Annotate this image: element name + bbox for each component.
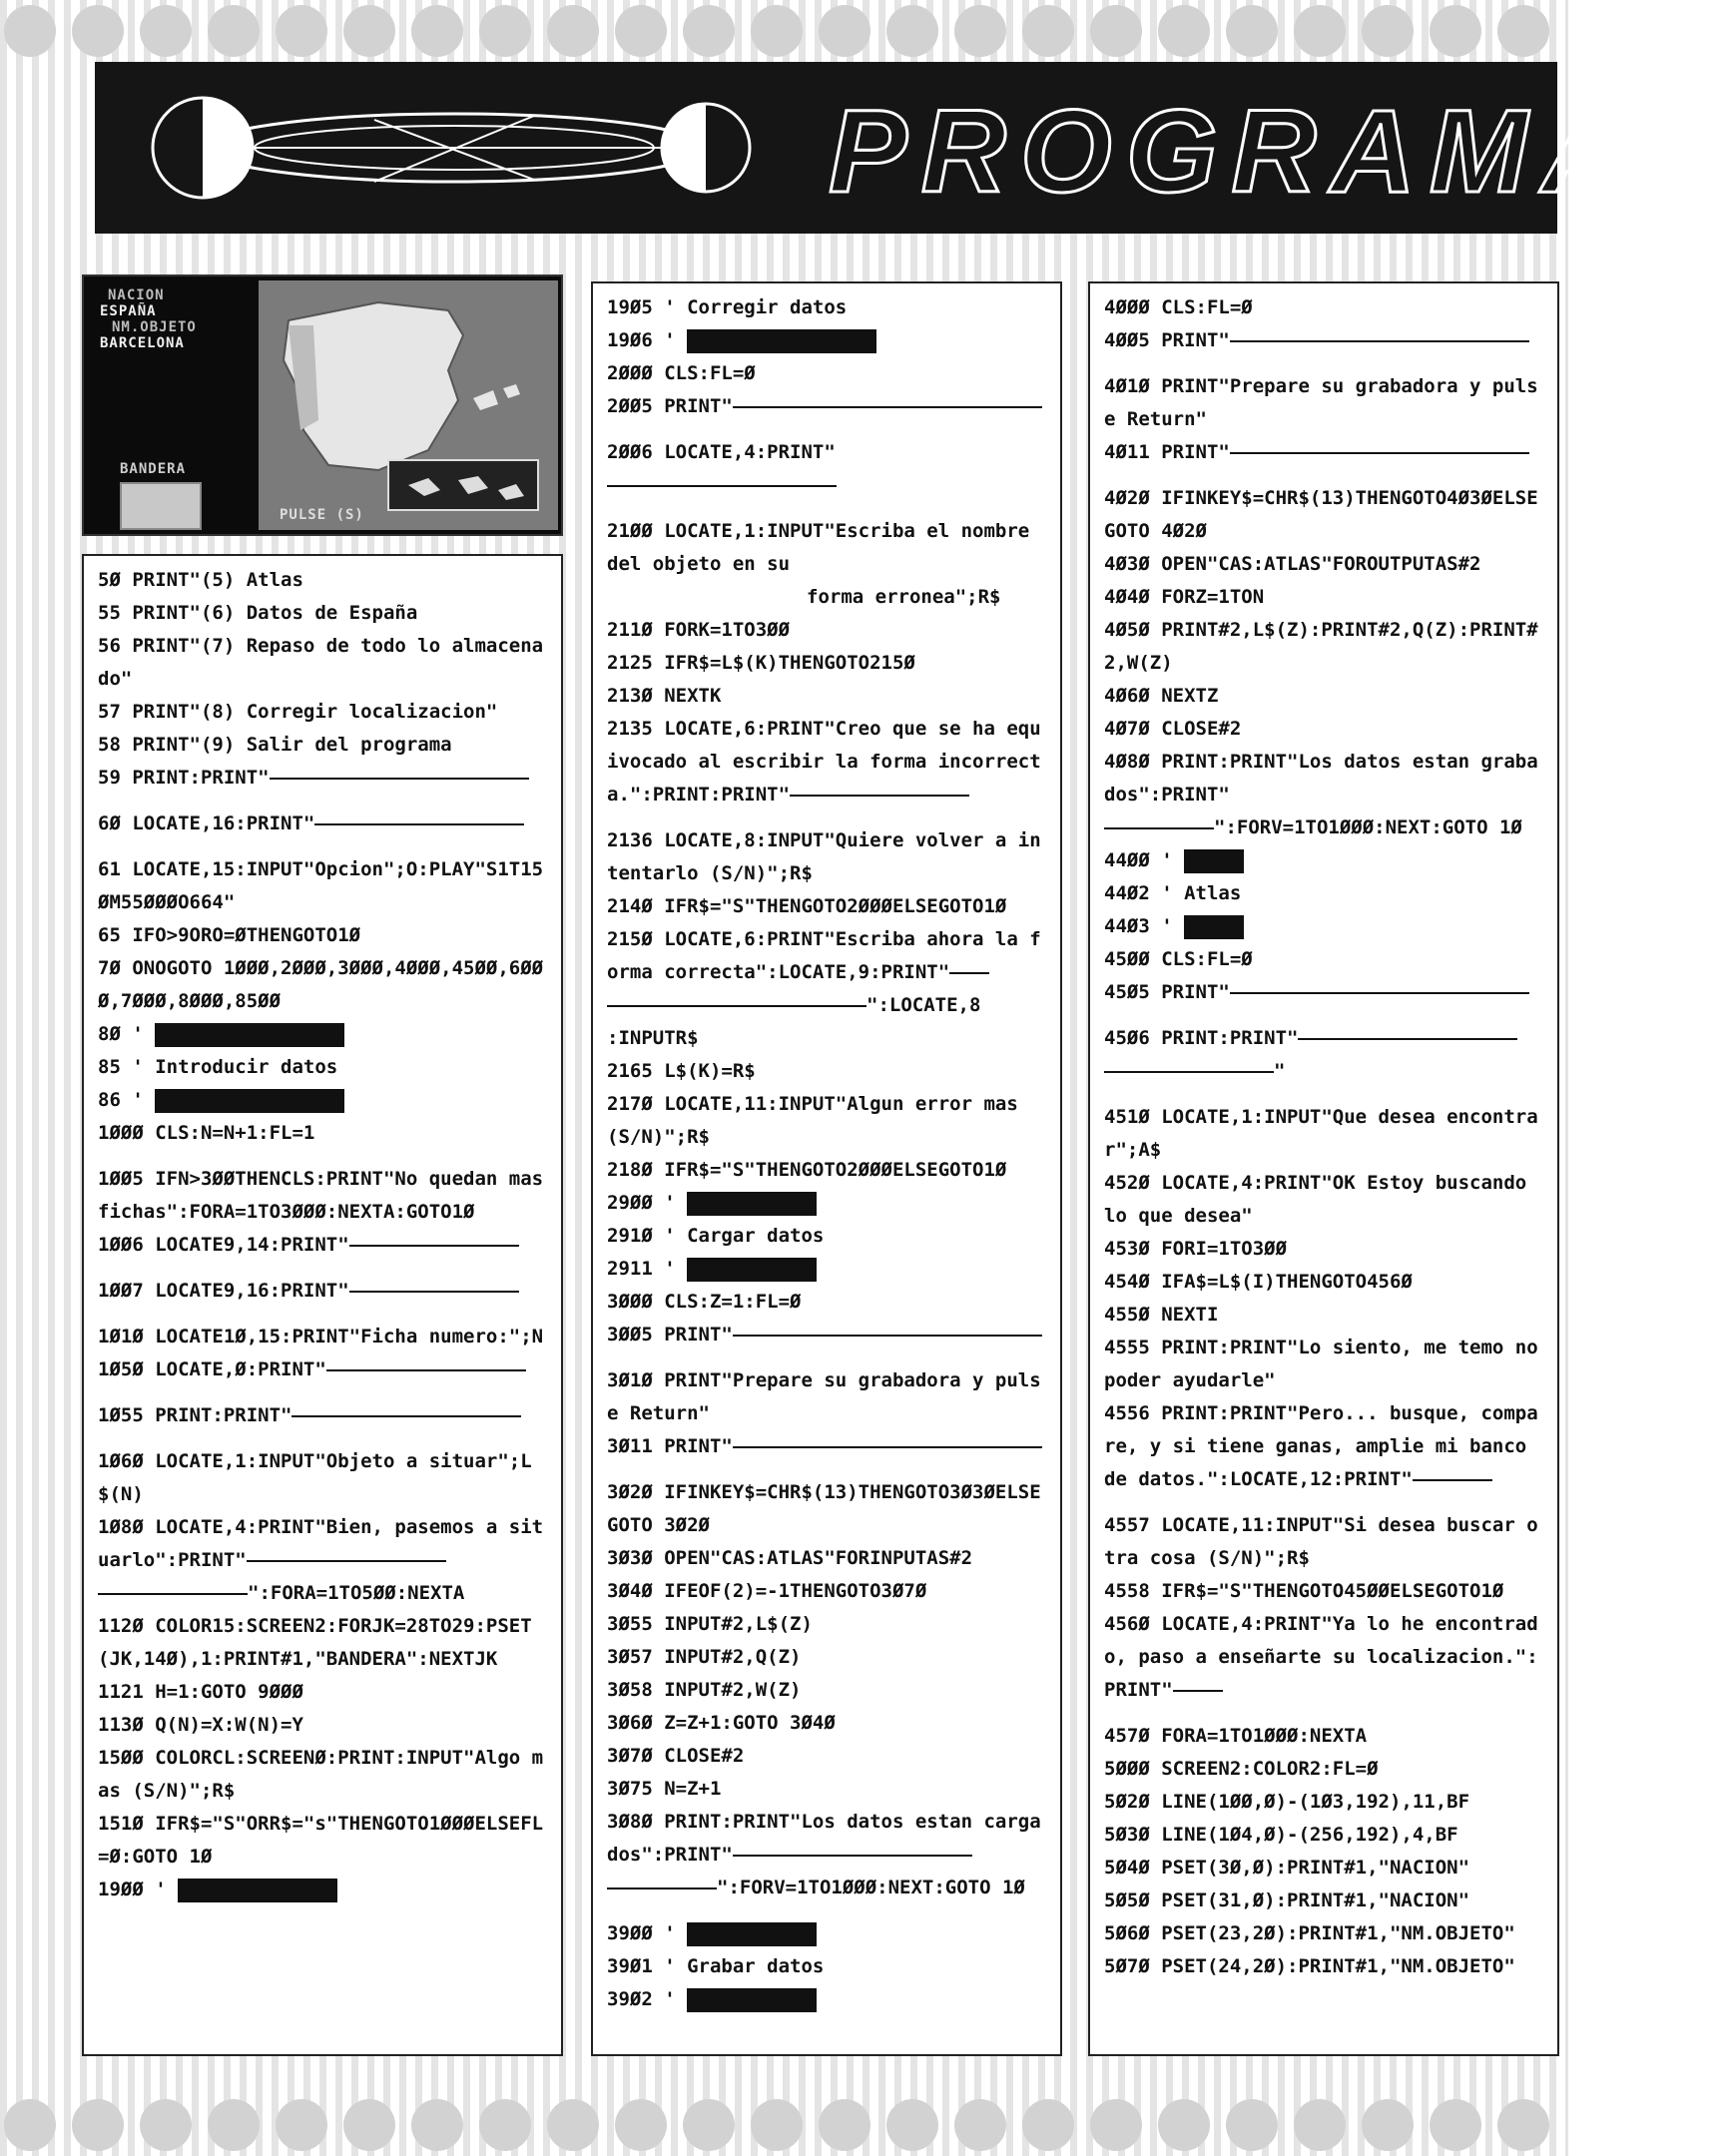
border-dot xyxy=(1090,2099,1142,2151)
border-dot xyxy=(343,5,395,57)
spaceship-illustration xyxy=(155,70,754,226)
code-line: 3Ø75 N=Z+1 xyxy=(607,1778,722,1800)
border-dot xyxy=(954,5,1006,57)
border-dot xyxy=(140,5,192,57)
border-dot xyxy=(1022,5,1074,57)
nacion-label: NACION xyxy=(108,287,165,303)
code-line: 5Ø3Ø LINE(1Ø4,Ø)-(256,192),4,BF xyxy=(1104,1824,1458,1846)
code-line: 45Ø6 PRINT:PRINT" xyxy=(1104,1022,1543,1055)
code-line: 453Ø FORI=1TO3ØØ xyxy=(1104,1238,1288,1260)
border-dot xyxy=(1430,2099,1481,2151)
top-dot-border xyxy=(0,0,1568,62)
code-line: 4Ø11 PRINT" xyxy=(1104,436,1543,469)
code-line: 56 PRINT"(7) Repaso de todo lo almacenado" xyxy=(98,635,544,690)
inverse-block xyxy=(1184,915,1244,939)
code-line: 215Ø LOCATE,6:PRINT"Escriba ahora la forma correcta":LOCATE,9:PRINT" xyxy=(607,928,1041,983)
screen-prompt: PULSE (S) xyxy=(280,507,364,523)
border-dot xyxy=(1362,2099,1414,2151)
border-dot xyxy=(1362,5,1414,57)
underline-rule xyxy=(1104,827,1214,829)
underline-rule xyxy=(790,795,969,797)
code-line: 1Ø8Ø LOCATE,4:PRINT"Bien, pasemos a situarlo":PRINT" xyxy=(98,1516,544,1571)
code-line: 3Ø58 INPUT#2,W(Z) xyxy=(607,1679,802,1701)
code-line: 2ØØØ CLS:FL=Ø xyxy=(607,362,756,384)
border-dot xyxy=(1430,5,1481,57)
underline-rule xyxy=(349,1291,519,1293)
code-line: 4Ø3Ø OPEN"CAS:ATLAS"FOROUTPUTAS#2 xyxy=(1104,553,1481,575)
code-line: 2135 LOCATE,6:PRINT"Creo que se ha equivocado al escribir la forma incorrecta.":PRINT:PRINT" xyxy=(607,718,1041,806)
code-line: 112Ø COLOR15:SCREEN2:FORJK=28TO29:PSET(JK,14Ø),1:PRINT#1,"BANDERA":NEXTJK xyxy=(98,1615,532,1670)
code-line: 58 PRINT"(9) Salir del programa xyxy=(98,734,452,756)
underline-rule xyxy=(291,1415,521,1417)
code-line: 29ØØ ' xyxy=(607,1187,1046,1220)
underline-rule xyxy=(1298,1038,1517,1040)
code-line: 5Ø4Ø PSET(3Ø,Ø):PRINT#1,"NACION" xyxy=(1104,1857,1470,1879)
code-line: 1ØØ6 LOCATE9,14:PRINT" xyxy=(98,1229,547,1262)
inverse-block xyxy=(687,1258,817,1282)
code-line: 4ØØØ CLS:FL=Ø xyxy=(1104,296,1253,318)
border-dot xyxy=(1022,2099,1074,2151)
computer-screenshot xyxy=(82,274,563,536)
underline-rule xyxy=(733,1335,1042,1337)
code-line: 4Ø2Ø IFINKEY$=CHR$(13)THENGOTO4Ø3ØELSEGOTO 4Ø2Ø xyxy=(1104,487,1538,542)
border-dot xyxy=(1294,5,1346,57)
underline-rule xyxy=(1230,340,1529,342)
flag-swatch xyxy=(120,482,202,530)
code-line: 1ØØØ CLS:N=N+1:FL=1 xyxy=(98,1122,315,1144)
border-dot xyxy=(615,2099,667,2151)
code-line: 113Ø Q(N)=X:W(N)=Y xyxy=(98,1714,303,1736)
border-dot xyxy=(140,2099,192,2151)
code-line: 2ØØ5 PRINT" xyxy=(607,390,1046,423)
border-dot xyxy=(208,5,260,57)
code-column-right xyxy=(1088,281,1559,2056)
border-dot xyxy=(886,2099,938,2151)
code-line: 456Ø LOCATE,4:PRINT"Ya lo he encontrado, paso a enseñarte su localizacion.":PRINT" xyxy=(1104,1613,1538,1701)
border-dot xyxy=(683,2099,735,2151)
code-line: 65 IFO>9ORO=ØTHENGOTO1Ø xyxy=(98,924,361,946)
code-line: 4Ø8Ø PRINT:PRINT"Los datos estan grabados":PRINT" xyxy=(1104,751,1538,806)
code-line: 5Ø PRINT"(5) Atlas xyxy=(98,569,303,591)
code-column-middle xyxy=(591,281,1062,2056)
code-line: ":LOCATE,8 xyxy=(607,989,1046,1022)
underline-rule xyxy=(949,972,989,974)
code-line: 451Ø LOCATE,1:INPUT"Que desea encontrar";A$ xyxy=(1104,1106,1538,1161)
objeto-label: NM.OBJETO xyxy=(112,319,197,335)
code-line: 61 LOCATE,15:INPUT"Opcion";O:PLAY"S1T15ØM55ØØØO664" xyxy=(98,858,544,913)
code-line: 457Ø FORA=1TO1ØØØ:NEXTA xyxy=(1104,1725,1368,1747)
inverse-block xyxy=(178,1879,337,1902)
code-line: 454Ø IFA$=L$(I)THENGOTO456Ø xyxy=(1104,1271,1413,1293)
code-line: forma erronea";R$ xyxy=(807,586,1001,608)
underline-rule xyxy=(733,406,1042,408)
border-dot xyxy=(751,5,803,57)
code-line: 4ØØ5 PRINT" xyxy=(1104,324,1543,357)
underline-rule xyxy=(1173,1690,1223,1692)
code-line: 8Ø ' xyxy=(98,1018,547,1051)
border-dot xyxy=(1226,5,1278,57)
code-line: 1ØØ7 LOCATE9,16:PRINT" xyxy=(98,1275,547,1308)
code-line: 3Ø2Ø IFINKEY$=CHR$(13)THENGOTO3Ø3ØELSEGOTO 3Ø2Ø xyxy=(607,1481,1041,1536)
code-line: 3Ø1Ø PRINT"Prepare su grabadora y pulse Return" xyxy=(607,1369,1041,1424)
code-line: 1Ø55 PRINT:PRINT" xyxy=(98,1399,547,1432)
objeto-value: BARCELONA xyxy=(100,335,185,351)
code-line: 39Ø1 ' Grabar datos xyxy=(607,1955,825,1977)
underline-rule xyxy=(607,485,837,487)
code-line: 213Ø NEXTK xyxy=(607,685,722,707)
code-line: 44Ø2 ' Atlas xyxy=(1104,882,1242,904)
code-line: 57 PRINT"(8) Corregir localizacion" xyxy=(98,701,498,723)
underline-rule xyxy=(349,1245,519,1247)
header-banner xyxy=(95,62,1733,234)
border-dot xyxy=(1497,2099,1549,2151)
border-dot xyxy=(208,2099,260,2151)
code-line: 4558 IFR$="S"THENGOTO45ØØELSEGOTO1Ø xyxy=(1104,1580,1504,1602)
code-line: 4Ø5Ø PRINT#2,L$(Z):PRINT#2,Q(Z):PRINT#2,W(Z) xyxy=(1104,619,1538,674)
border-dot xyxy=(479,5,531,57)
code-line: 4Ø4Ø FORZ=1TON xyxy=(1104,586,1265,608)
code-line: 1ØØ5 IFN>3ØØTHENCLS:PRINT"No quedan mas fichas":FORA=1TO3ØØØ:NEXTA:GOTO1Ø xyxy=(98,1168,555,1223)
code-line: 19ØØ ' xyxy=(98,1874,547,1906)
underline-rule xyxy=(1104,1071,1274,1073)
border-dot xyxy=(411,2099,463,2151)
border-dot xyxy=(1226,2099,1278,2151)
border-dot xyxy=(343,2099,395,2151)
border-dot xyxy=(547,5,599,57)
code-line: 2911 ' xyxy=(607,1253,1046,1286)
code-line: 4Ø6Ø NEXTZ xyxy=(1104,685,1219,707)
code-line: 19Ø5 ' Corregir datos xyxy=(607,296,848,318)
border-dot xyxy=(886,5,938,57)
code-line: 85 ' Introducir datos xyxy=(98,1056,338,1078)
border-dot xyxy=(276,2099,327,2151)
underline-rule xyxy=(607,1887,717,1889)
border-dot xyxy=(4,5,56,57)
underline-rule xyxy=(733,1446,1042,1448)
code-line: 21ØØ LOCATE,1:INPUT"Escriba el nombre del objeto en su xyxy=(607,520,1041,575)
border-dot xyxy=(4,2099,56,2151)
border-dot xyxy=(1497,5,1549,57)
underline-rule xyxy=(247,1560,446,1562)
code-line: 214Ø IFR$="S"THENGOTO2ØØØELSEGOTO1Ø xyxy=(607,895,1007,917)
code-line: 15ØØ COLORCL:SCREENØ:PRINT:INPUT"Algo mas (S/N)";R$ xyxy=(98,1747,544,1802)
code-line: 3Ø6Ø Z=Z+1:GOTO 3Ø4Ø xyxy=(607,1712,836,1734)
border-dot xyxy=(683,5,735,57)
bottom-dot-border xyxy=(0,2094,1568,2156)
inverse-block xyxy=(155,1023,344,1047)
code-line: 3Ø57 INPUT#2,Q(Z) xyxy=(607,1646,802,1668)
code-line: 151Ø IFR$="S"ORR$="s"THENGOTO1ØØØELSEFL=Ø:GOTO 1Ø xyxy=(98,1813,544,1868)
code-line: 55 PRINT"(6) Datos de España xyxy=(98,602,418,624)
code-line: 7Ø ONOGOTO 1ØØØ,2ØØØ,3ØØØ,4ØØØ,45ØØ,6ØØØ,7ØØØ,8ØØØ,85ØØ xyxy=(98,957,544,1012)
code-line: 2ØØ6 LOCATE,4:PRINT" xyxy=(607,436,1046,502)
code-line: 455Ø NEXTI xyxy=(1104,1304,1219,1326)
code-line: 19Ø6 ' xyxy=(607,324,1046,357)
underline-rule xyxy=(607,1005,866,1007)
code-line: 3Ø4Ø IFEOF(2)=-1THENGOTO3Ø7Ø xyxy=(607,1580,927,1602)
underline-rule xyxy=(98,1593,248,1595)
border-dot xyxy=(751,2099,803,2151)
code-line: 5Ø7Ø PSET(24,2Ø):PRINT#1,"NM.OBJETO" xyxy=(1104,1955,1515,1977)
code-line: 5Ø5Ø PSET(31,Ø):PRINT#1,"NACION" xyxy=(1104,1889,1470,1911)
border-dot xyxy=(72,2099,124,2151)
inverse-block xyxy=(155,1089,344,1113)
code-line: 3Ø55 INPUT#2,L$(Z) xyxy=(607,1613,813,1635)
code-line: 452Ø LOCATE,4:PRINT"OK Estoy buscando lo que desea" xyxy=(1104,1172,1538,1227)
code-line: 4555 PRINT:PRINT"Lo siento, me temo no poder ayudarle" xyxy=(1104,1337,1550,1391)
border-dot xyxy=(1158,2099,1210,2151)
border-dot xyxy=(1090,5,1142,57)
code-line: 211Ø FORK=1TO3ØØ xyxy=(607,619,791,641)
underline-rule xyxy=(1230,992,1529,994)
underline-rule xyxy=(1413,1479,1492,1481)
underline-rule xyxy=(270,778,529,780)
code-line: 6Ø LOCATE,16:PRINT" xyxy=(98,808,547,840)
nacion-value: ESPAÑA xyxy=(100,303,157,319)
code-line: 218Ø IFR$="S"THENGOTO2ØØØELSEGOTO1Ø xyxy=(607,1159,1007,1181)
code-line: 59 PRINT:PRINT" xyxy=(98,762,547,795)
code-line: 1Ø1Ø LOCATE1Ø,15:PRINT"Ficha numero:";N xyxy=(98,1326,544,1348)
bandera-label: BANDERA xyxy=(120,461,187,477)
code-line: 1121 H=1:GOTO 9ØØØ xyxy=(98,1681,303,1703)
underline-rule xyxy=(314,823,524,825)
code-line: 3Ø11 PRINT" xyxy=(607,1430,1046,1463)
code-line: 45ØØ CLS:FL=Ø xyxy=(1104,948,1253,970)
inverse-block xyxy=(1184,849,1244,873)
code-line: 39ØØ ' xyxy=(607,1917,1046,1950)
code-line: 39Ø2 ' xyxy=(607,1983,1046,2016)
border-dot xyxy=(72,5,124,57)
underline-rule xyxy=(326,1369,526,1371)
inverse-block xyxy=(687,329,876,353)
border-dot xyxy=(479,2099,531,2151)
code-line: 5Ø6Ø PSET(23,2Ø):PRINT#1,"NM.OBJETO" xyxy=(1104,1922,1515,1944)
code-line: :INPUTR$ xyxy=(607,1027,699,1049)
code-line: " xyxy=(1104,1055,1543,1088)
border-dot xyxy=(1158,5,1210,57)
border-dot xyxy=(1294,2099,1346,2151)
code-line: 44Ø3 ' xyxy=(1104,910,1543,943)
code-line: 3ØØØ CLS:Z=1:FL=Ø xyxy=(607,1291,802,1313)
code-line: 5Ø2Ø LINE(1ØØ,Ø)-(1Ø3,192),11,BF xyxy=(1104,1791,1470,1813)
code-line: 1Ø6Ø LOCATE,1:INPUT"Objeto a situar";L$(N) xyxy=(98,1450,532,1505)
code-line: 45Ø5 PRINT" xyxy=(1104,976,1543,1009)
code-line: 86 ' xyxy=(98,1084,547,1117)
code-line: 4557 LOCATE,11:INPUT"Si desea buscar otra cosa (S/N)";R$ xyxy=(1104,1514,1538,1569)
code-line: 3ØØ5 PRINT" xyxy=(607,1319,1046,1351)
border-dot xyxy=(954,2099,1006,2151)
code-line: ":FORV=1TO1ØØØ:NEXT:GOTO 1Ø xyxy=(607,1872,1046,1904)
code-line: ":FORA=1TO5ØØ:NEXTA xyxy=(98,1577,547,1610)
page-title: PROGRAMAS xyxy=(829,86,1733,218)
code-line: 3Ø7Ø CLOSE#2 xyxy=(607,1745,745,1767)
code-line: 3Ø3Ø OPEN"CAS:ATLAS"FORINPUTAS#2 xyxy=(607,1547,973,1569)
inverse-block xyxy=(687,1922,817,1946)
border-dot xyxy=(615,5,667,57)
border-dot xyxy=(276,5,327,57)
code-column-left xyxy=(82,554,563,2056)
code-line: 4Ø1Ø PRINT"Prepare su grabadora y pulse Return" xyxy=(1104,375,1538,430)
code-line: 291Ø ' Cargar datos xyxy=(607,1225,825,1247)
border-dot xyxy=(819,5,870,57)
code-line: 2136 LOCATE,8:INPUT"Quiere volver a intentarlo (S/N)";R$ xyxy=(607,829,1041,884)
code-line: 1Ø5Ø LOCATE,Ø:PRINT" xyxy=(98,1353,547,1386)
code-line: 5ØØØ SCREEN2:COLOR2:FL=Ø xyxy=(1104,1758,1379,1780)
border-dot xyxy=(819,2099,870,2151)
code-line: ":FORV=1TO1ØØØ:NEXT:GOTO 1Ø xyxy=(1104,811,1543,844)
code-line: 2125 IFR$=L$(K)THENGOTO215Ø xyxy=(607,652,915,674)
border-dot xyxy=(411,5,463,57)
inverse-block xyxy=(687,1192,817,1216)
spain-map xyxy=(259,280,558,530)
code-line: 4556 PRINT:PRINT"Pero... busque, compare, y si tiene ganas, amplie mi banco de datos.":LOCATE,12:PRINT" xyxy=(1104,1402,1538,1490)
underline-rule xyxy=(733,1855,972,1857)
code-line: 4Ø7Ø CLOSE#2 xyxy=(1104,718,1242,740)
border-dot xyxy=(547,2099,599,2151)
code-line: 217Ø LOCATE,11:INPUT"Algun error mas (S/N)";R$ xyxy=(607,1093,1030,1148)
inverse-block xyxy=(687,1988,817,2012)
underline-rule xyxy=(1230,452,1529,454)
code-line: 2165 L$(K)=R$ xyxy=(607,1060,756,1082)
code-line: 3Ø8Ø PRINT:PRINT"Los datos estan cargados":PRINT" xyxy=(607,1811,1041,1866)
code-line: 44ØØ ' xyxy=(1104,844,1543,877)
